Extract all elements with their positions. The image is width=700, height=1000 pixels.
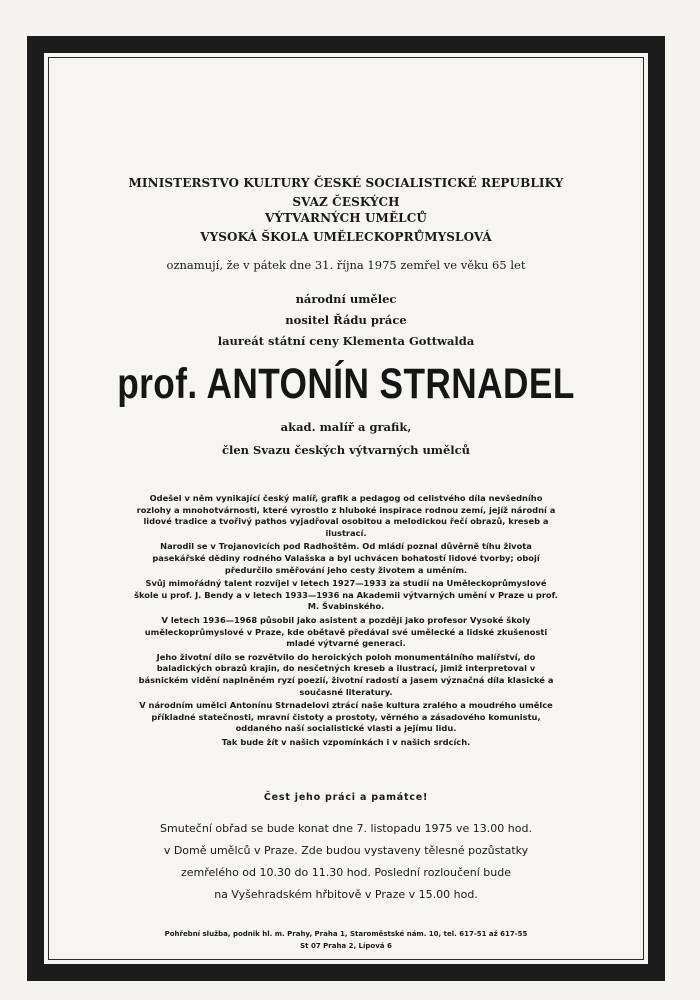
honor-state-prize: laureát státní ceny Klementa Gottwalda	[217, 334, 475, 348]
biography-paragraph: V národním umělci Antonínu Strnadelovi ztrácí naše kultura zralého a moudrého umělce příkladné statečnosti, mravní čistoty a prostoty, věrného a zásadového komunistu, oddaného naší socialistické vlasti a jejímu lidu.	[139, 700, 553, 734]
honor-national-artist: národní umělec	[295, 292, 397, 306]
inner-panel	[44, 53, 648, 964]
tribute-line: Čest jeho práci a památce!	[263, 792, 429, 803]
footer-line: Pohřební služba, podnik hl. m. Prahy, Praha 1, Staroměstské nám. 10, tel. 617-51 až 617-55	[164, 930, 528, 938]
biography-paragraph: Odešel v něm vynikající český malíř, grafik a pedagog od celistvého díla nevšedního rozlohy a mnohotvárnosti, které vyrostlo z hluboké inspirace rodnou zemí, jejíž národní a lidové tradice a tvořivý pathos vyjadřoval osobitou a melodickou řečí obrazů, kreseb a ilustrací.	[136, 493, 556, 538]
biography	[134, 493, 558, 750]
union-heading-line1: SVAZ ČESKÝCH	[292, 195, 400, 209]
funeral-service-footer	[84, 928, 608, 952]
funeral-line: na Vyšehradském hřbitově v Praze v 15.00 hod.	[214, 888, 478, 901]
footer-line: St 07 Praha 2, Lípová 6	[300, 942, 392, 950]
deceased-name: prof. ANTONÍN STRNADEL	[117, 360, 575, 408]
union-heading-line2: VÝTVARNÝCH UMĚLCŮ	[265, 211, 427, 225]
funeral-line: Smuteční obřad se bude konat dne 7. listopadu 1975 ve 13.00 hod.	[160, 822, 532, 835]
biography-paragraph: V letech 1936—1968 působil jako asistent a později jako profesor Vysoké školy uměleckoprůmyslové v Praze, kde obětavě předával své umělecké a lidské zkušenosti mladé výtvarné generaci.	[144, 614, 548, 649]
title-union-member: člen Svazu českých výtvarných umělců	[221, 443, 471, 457]
honor-order-of-labour: nositel Řádu práce	[285, 313, 407, 327]
ministry-heading: MINISTERSTVO KULTURY ČESKÉ SOCIALISTICKÉ REPUBLIKY	[128, 176, 564, 190]
biography-paragraph: Narodil se v Trojanovicích pod Radhoštěm. Od mládí poznal důvěrně tíhu života pasekářské dědiny rodného Valašska a byl uchvácen bohatostí lidové tvorby; obojí předurčilo směřování jeho cesty životem a uměním.	[152, 541, 540, 575]
funeral-line: zemřelého od 10.30 do 11.30 hod. Poslední rozloučení bude	[180, 866, 512, 879]
school-heading: VYSOKÁ ŠKOLA UMĚLECKOPRŮMYSLOVÁ	[200, 230, 492, 244]
funeral-details	[104, 818, 588, 906]
death-announcement: oznamují, že v pátek dne 31. října 1975 zemřel ve věku 65 let	[166, 258, 526, 272]
obituary-content	[44, 53, 648, 964]
title-painter: akad. malíř a grafik,	[280, 420, 412, 434]
funeral-line: v Domě umělců v Praze. Zde budou vystaveny tělesné pozůstatky	[163, 844, 529, 857]
biography-paragraph: Svůj mimořádný talent rozvíjel v letech 1927—1933 za studií na Uměleckoprůmyslové škole u prof. J. Bendy a v letech 1933—1936 na Akademii výtvarných umění v Praze u prof. M. Švabinského.	[134, 578, 558, 612]
mourning-border	[27, 36, 665, 981]
biography-paragraph: Jeho životní dílo se rozvětvilo do heroických poloh monumentálního malířství, do baladických obrazů krajin, do nesčetných kreseb a ilustrací, jimiž interpretoval v básnickém vidění naplněném ryzí poezií, životní radostí a jasem význačná díla klasické a současné literatury.	[138, 651, 554, 697]
biography-paragraph: Tak bude žít v našich vzpomínkách i v našich srdcích.	[221, 736, 471, 747]
